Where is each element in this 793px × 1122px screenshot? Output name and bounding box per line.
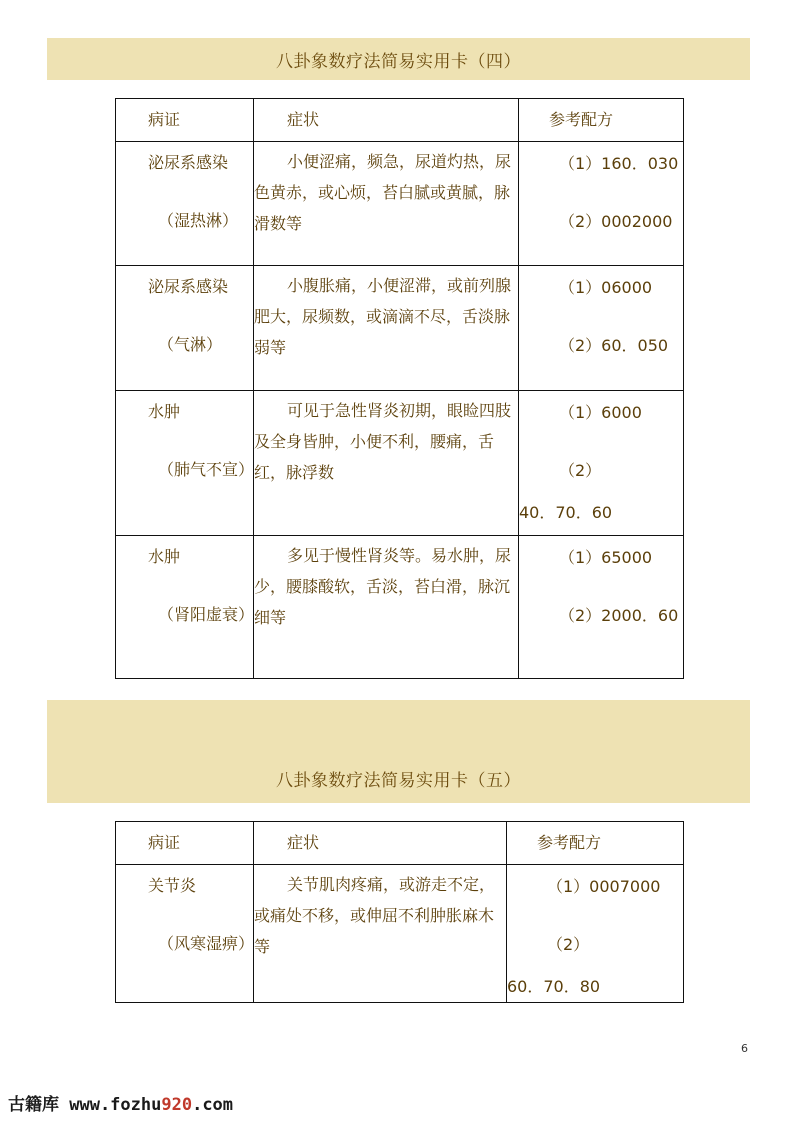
formula-1: （1）6000: [559, 403, 642, 422]
table-row: [116, 865, 684, 1003]
disease-name: 水肿: [148, 547, 181, 566]
formula-2: （2）: [547, 935, 590, 954]
disease-name: 泌尿系感染: [148, 277, 229, 296]
formula-1: （1）0007000: [547, 877, 661, 896]
watermark-suffix: .com: [192, 1095, 234, 1115]
symptom-text: 多见于慢性肾炎等。易水肿，尿少，腰膝酸软，舌淡，苔白滑，脉沉细等: [254, 546, 512, 627]
header-formula: 参考配方: [537, 833, 602, 852]
prescription-table: [115, 821, 684, 1003]
prescription-table: [115, 98, 684, 679]
table-row: [116, 391, 684, 536]
table-header-row: [116, 822, 684, 865]
site-watermark: [8, 1090, 233, 1115]
formula-1: （1）160．030: [559, 154, 679, 173]
card-title-banner: [47, 700, 750, 803]
header-symptom: 症状: [287, 110, 320, 129]
table-row: [116, 142, 684, 266]
formula-2-values: 40．70．60: [519, 503, 613, 522]
formula-2: （2）0002000: [559, 212, 673, 231]
symptom-text: 可见于急性肾炎初期，眼睑四肢及全身皆肿，小便不利，腰痛，舌红，脉浮数: [254, 401, 512, 482]
disease-name: 关节炎: [148, 876, 197, 895]
disease-name: 泌尿系感染: [148, 153, 229, 172]
symptom-text: 小腹胀痛，小便涩滞，或前列腺肥大，尿频数，或滴滴不尽，舌淡脉弱等: [254, 276, 512, 357]
disease-type: （肾阳虚衰）: [158, 605, 255, 624]
page-number: 6: [741, 1042, 748, 1055]
formula-1: （1）06000: [559, 278, 653, 297]
watermark-prefix: 古籍库 www.fozhu: [8, 1095, 162, 1115]
disease-name: 水肿: [148, 402, 181, 421]
disease-type: （气淋）: [158, 335, 223, 354]
table-row: [116, 266, 684, 391]
table-row: [116, 536, 684, 679]
symptom-text: 关节肌肉疼痛，或游走不定，或痛处不移，或伸屈不利肿胀麻木等: [254, 875, 496, 956]
disease-type: （肺气不宣）: [158, 460, 255, 479]
formula-2: （2）2000．60: [559, 606, 679, 625]
formula-2-values: 60．70．80: [507, 977, 601, 996]
header-formula: 参考配方: [549, 110, 614, 129]
formula-1: （1）65000: [559, 548, 653, 567]
card-title: 八卦象数疗法简易实用卡（四）: [276, 51, 521, 72]
disease-type: （湿热淋）: [158, 211, 239, 230]
card-title-banner: [47, 38, 750, 80]
symptom-text: 小便涩痛，频急，尿道灼热，尿色黄赤，或心烦，苔白腻或黄腻，脉滑数等: [254, 152, 512, 233]
table-header-row: [116, 99, 684, 142]
formula-2: （2）60．050: [559, 336, 669, 355]
watermark-number: 920: [161, 1095, 193, 1115]
disease-type: （风寒湿痹）: [158, 934, 255, 953]
header-disease: 病证: [148, 110, 181, 129]
header-symptom: 症状: [287, 833, 320, 852]
card-title: 八卦象数疗法简易实用卡（五）: [276, 771, 521, 791]
header-disease: 病证: [148, 833, 181, 852]
formula-2: （2）: [559, 461, 602, 480]
